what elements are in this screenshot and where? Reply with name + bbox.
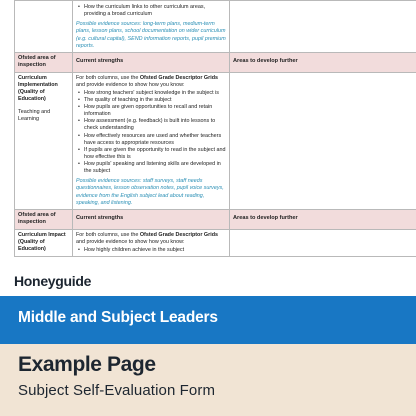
area-cell (15, 72, 73, 209)
self-evaluation-table (14, 0, 416, 257)
title-band (0, 296, 416, 344)
list-item: • How the curriculum links to other curriculum areas, providing a broad curriculum (76, 4, 226, 18)
empty-area-cell (15, 1, 73, 53)
area-subtitle: Teaching and Learning (18, 109, 51, 123)
evidence-note: Possible evidence sources: long-term plans, medium-term plans, lesson plans, school documentation on wider curriculum (e.g. cultural capital), SEND information reports, pupil premium reports. (76, 21, 226, 49)
bullet-list (76, 247, 226, 254)
header-strengths: Current strengths (73, 209, 230, 229)
develop-cell (230, 72, 416, 209)
header-area: Ofsted area of inspection (15, 209, 73, 229)
list-item: • The quality of teaching in the subject (76, 97, 226, 104)
bullet-list (76, 90, 226, 176)
list-item: • How pupils are given opportunities to recall and retain information (76, 104, 226, 118)
example-footer (0, 344, 416, 416)
intro-text: For both columns, use the Ofsted Grade Descriptor Grids and provide evidence to show how you know: (76, 74, 219, 88)
example-subtitle: Subject Self-Evaluation Form (18, 382, 216, 399)
strengths-cell (73, 72, 230, 209)
list-item: • If pupils are given the opportunity to read in the subject and how effective this is (76, 147, 226, 161)
bullet-list (76, 4, 226, 18)
header-area: Ofsted area of inspection (15, 52, 73, 72)
example-title: Example Page (18, 353, 156, 376)
area-cell (15, 229, 73, 256)
strengths-cell (73, 229, 230, 256)
header-develop: Areas to develop further (230, 52, 416, 72)
develop-cell (230, 229, 416, 256)
table-header-row (15, 52, 416, 72)
strengths-cell (73, 1, 230, 53)
table-header-row (15, 209, 416, 229)
brand-logo: Honeyguide (14, 273, 92, 289)
table-row (15, 1, 416, 53)
list-item: • How assessment (e.g. feedback) is built into lessons to check understanding (76, 118, 226, 132)
evidence-note: Possible evidence sources: staff surveys, staff needs questionnaires, lesson observation notes, pupil voice surveys, evidence from the English subject lead about reading, speaking, and listening. (76, 178, 224, 206)
area-title: Curriculum Impact (Quality of Education) (18, 231, 66, 252)
develop-cell (230, 1, 416, 53)
band-title: Middle and Subject Leaders (18, 309, 218, 326)
list-item: • How pupils' speaking and listening skills are developed in the subject (76, 161, 226, 175)
intro-text: For both columns, use the Ofsted Grade Descriptor Grids and provide evidence to show how you know: (76, 231, 219, 245)
header-develop: Areas to develop further (230, 209, 416, 229)
list-item: • How strong teachers' subject knowledge in the subject is (76, 90, 226, 97)
list-item: • How effectively resources are used and whether teachers have access to appropriate resources (76, 133, 226, 147)
list-item: • How highly children achieve in the subject (76, 247, 226, 254)
header-strengths: Current strengths (73, 52, 230, 72)
area-title: Curriculum Implementation (Quality of Education) (18, 74, 58, 102)
table-row (15, 229, 416, 256)
table-row (15, 72, 416, 209)
